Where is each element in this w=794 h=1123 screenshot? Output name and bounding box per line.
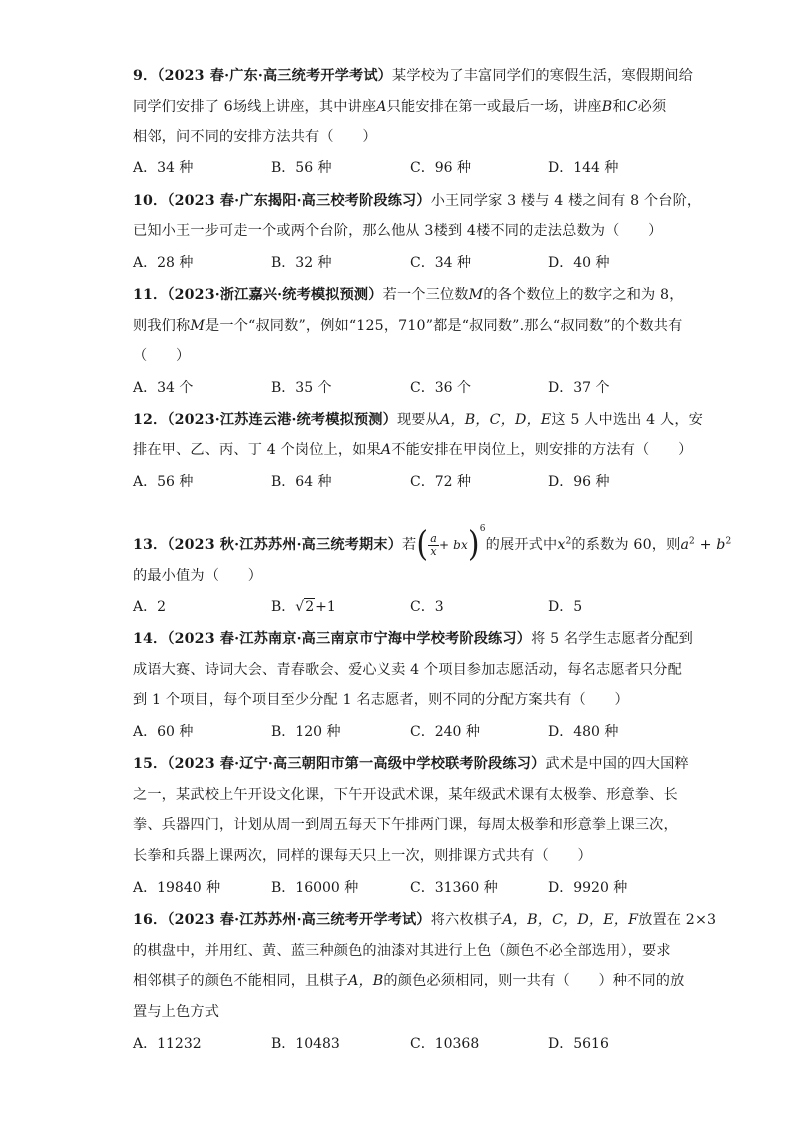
option-c: C．36 个 [410, 380, 471, 396]
option-c: C．72 种 [410, 474, 471, 490]
question-source: （2023 秋·江苏苏州·高三统考期末） [167, 537, 403, 553]
right-paren: ) [467, 524, 480, 565]
question-text: 放置在 2×3 [638, 912, 717, 928]
option-b: B．64 种 [271, 474, 332, 490]
question-16-line-4 [133, 1002, 663, 1022]
option-d: D．40 种 [548, 255, 610, 271]
question-text: 只能安排在第一或最后一场，讲座 [386, 99, 602, 115]
question-11-line-2 [133, 316, 683, 336]
question-text: 的最小值为（ ） [133, 568, 263, 584]
question-text: 之一，某武校上午开设文化课，下午开设武术课，某年级武术课有太极拳、形意拳、长 [133, 787, 678, 803]
option-b: B．32 种 [271, 255, 332, 271]
option-a: A．19840 种 [133, 880, 221, 896]
question-text: 已知小王一步可走一个或两个台阶，那么他从 3楼到 4楼不同的走法总数为（ ） [133, 223, 663, 239]
math-var: A，B，C，D，E [439, 412, 552, 428]
math-term: +1 [315, 599, 336, 615]
math-term: + b [694, 537, 726, 553]
question-16-line-2 [133, 941, 671, 961]
question-16-line-3 [133, 971, 685, 991]
question-source: （2023 春·广东·高三统考开学考试） [157, 68, 393, 84]
option-c: C．31360 种 [410, 880, 498, 896]
question-text: 现要从 [396, 412, 440, 428]
question-source: （2023 春·江苏苏州·高三统考开学考试） [167, 912, 431, 928]
question-text: 将六枚棋子 [430, 912, 503, 928]
question-text: 同学们安排了 6场线上讲座，其中讲座 [133, 99, 377, 115]
question-9-line-2 [133, 97, 667, 117]
math-var: A，B，C，D，E，F [502, 912, 639, 928]
option-a: A．34 个 [133, 380, 194, 396]
question-15-line-3 [133, 815, 678, 835]
question-text: 的颜色必须相同，则一共有（ ）种不同的放 [383, 973, 685, 989]
question-text: 到 1 个项目，每个项目至少分配 1 名志愿者，则不同的分配方案共有（ ） [133, 692, 629, 708]
option-c: C．96 种 [410, 160, 471, 176]
option-a: A．60 种 [133, 724, 194, 740]
math-var: A [376, 99, 387, 115]
option-b: B．16000 种 [271, 880, 359, 896]
question-9-line-3 [133, 127, 663, 147]
exponent: 2 [565, 536, 572, 547]
option-d: D．37 个 [548, 380, 610, 396]
question-11-line-1 [133, 285, 684, 305]
option-a: A．28 种 [133, 255, 194, 271]
question-text: 是一个“叔同数”，例如“125，710”都是“叔同数”.那么“叔同数”的个数共有 [205, 318, 683, 334]
question-number: 14． [133, 631, 168, 647]
question-9-line-1 [133, 66, 694, 86]
question-text: 则我们称 [133, 318, 191, 334]
question-text: 这 5 人中选出 4 人，安 [551, 412, 704, 428]
option-c: C．240 种 [410, 724, 480, 740]
math-var: A，B [348, 973, 384, 989]
question-text: 排在甲、乙、丙、丁 4 个岗位上，如果 [133, 442, 381, 458]
question-source: （2023·浙江嘉兴·统考模拟预测） [167, 287, 383, 303]
question-text: 必须 [637, 99, 667, 115]
question-10-line-1 [133, 191, 702, 211]
fraction-denominator: x [430, 544, 437, 558]
math-var: x [557, 537, 566, 553]
question-text: 不能安排在甲岗位上，则安排的方法有（ ） [391, 442, 693, 458]
option-c: C．34 种 [410, 255, 471, 271]
question-12-line-1 [133, 410, 704, 430]
question-text: 的展开式中 [485, 537, 558, 553]
question-source: （2023 春·广东揭阳·高三校考阶段练习） [167, 193, 431, 209]
question-text: 若 [402, 537, 417, 553]
option-d: D．9920 种 [548, 880, 628, 896]
left-paren: ( [416, 524, 429, 565]
question-15-line-1 [133, 754, 689, 774]
question-text: 的系数为 60，则 [571, 537, 681, 553]
option-c: C．10368 [410, 1036, 480, 1052]
question-text: 成语大赛、诗词大会、青春歌会、爱心义卖 4 个项目参加志愿活动，每名志愿者只分配 [133, 662, 682, 678]
math-var: M [468, 287, 484, 303]
option-a: A．2 [133, 599, 167, 615]
question-text: 若一个三位数 [382, 287, 469, 303]
question-16-line-1 [133, 910, 717, 930]
exponent: 2 [689, 536, 695, 547]
question-text: 长拳和兵器上课两次，同样的课每天只上一次，则排课方式共有（ ） [133, 848, 592, 864]
question-text: 置与上色方式 [133, 1004, 220, 1020]
question-text: 武术是中国的四大国粹 [545, 756, 689, 772]
option-b [271, 597, 336, 617]
question-11-line-3 [133, 346, 663, 366]
math-var: M [190, 318, 206, 334]
question-text: （ ） [133, 348, 191, 364]
question-text: 某学校为了丰富同学们的寒假生活，寒假期间给 [392, 68, 694, 84]
question-text: 的棋盘中，并用红、黄、蓝三种颜色的油漆对其进行上色（颜色不必全部选用），要求 [133, 943, 671, 959]
question-source: （2023 春·辽宁·高三朝阳市第一高级中学校联考阶段练习） [167, 756, 546, 772]
option-label: B． [271, 599, 296, 615]
question-15-line-4 [133, 846, 663, 866]
question-text: 和 [612, 99, 627, 115]
question-number: 10． [133, 193, 168, 209]
option-a: A．11232 [133, 1036, 202, 1052]
math-var: a [680, 537, 690, 553]
option-b: B．10483 [271, 1036, 340, 1052]
question-13-line-1 [133, 512, 732, 565]
question-number: 11． [133, 287, 168, 303]
question-10-line-2 [133, 221, 663, 241]
math-var: C [626, 99, 638, 115]
option-d: D．96 种 [548, 474, 610, 490]
question-text: 拳、兵器四门，计划从周一到周五每天下午排两门课，每周太极拳和形意拳上课三次， [133, 817, 678, 833]
exponent: 2 [725, 536, 732, 547]
option-b: B．56 种 [271, 160, 332, 176]
sqrt-expression: √2 [295, 599, 315, 615]
question-text: 将 5 名学生志愿者分配到 [531, 631, 693, 647]
option-d: D．5616 [548, 1036, 609, 1052]
math-var: A [380, 442, 392, 458]
question-number: 13． [133, 537, 168, 553]
option-c: C．3 [410, 599, 444, 615]
question-number: 9． [133, 68, 158, 84]
question-text: 相邻，问不同的安排方法共有（ ） [133, 129, 377, 145]
question-source: （2023 春·江苏南京·高三南京市宁海中学校考阶段练习） [167, 631, 532, 647]
question-14-line-1 [133, 629, 693, 649]
option-b: B．35 个 [271, 380, 332, 396]
question-source: （2023·江苏连云港·统考模拟预测） [167, 412, 397, 428]
question-12-line-2 [133, 440, 693, 460]
option-d: D．144 种 [548, 160, 619, 176]
option-b: B．120 种 [271, 724, 341, 740]
option-a: A．34 种 [133, 160, 194, 176]
question-text: 的各个数位上的数字之和为 8， [483, 287, 684, 303]
exponent: 6 [479, 524, 486, 534]
question-15-line-2 [133, 785, 678, 805]
fraction-numerator: a [430, 531, 437, 545]
question-number: 15． [133, 756, 168, 772]
option-a: A．56 种 [133, 474, 194, 490]
math-term: + bx [438, 538, 468, 552]
question-14-line-3 [133, 690, 663, 710]
radicand: 2 [305, 599, 315, 615]
math-var: B [601, 99, 613, 115]
question-text: 相邻棋子的颜色不能相同，且棋子 [133, 973, 349, 989]
question-14-line-2 [133, 660, 682, 680]
option-d: D．5 [548, 599, 583, 615]
option-d: D．480 种 [548, 724, 619, 740]
question-number: 16． [133, 912, 168, 928]
question-text: 小王同学家 3 楼与 4 楼之间有 8 个台阶， [430, 193, 702, 209]
question-13-line-2 [133, 566, 663, 586]
question-number: 12． [133, 412, 168, 428]
fraction [428, 533, 439, 558]
